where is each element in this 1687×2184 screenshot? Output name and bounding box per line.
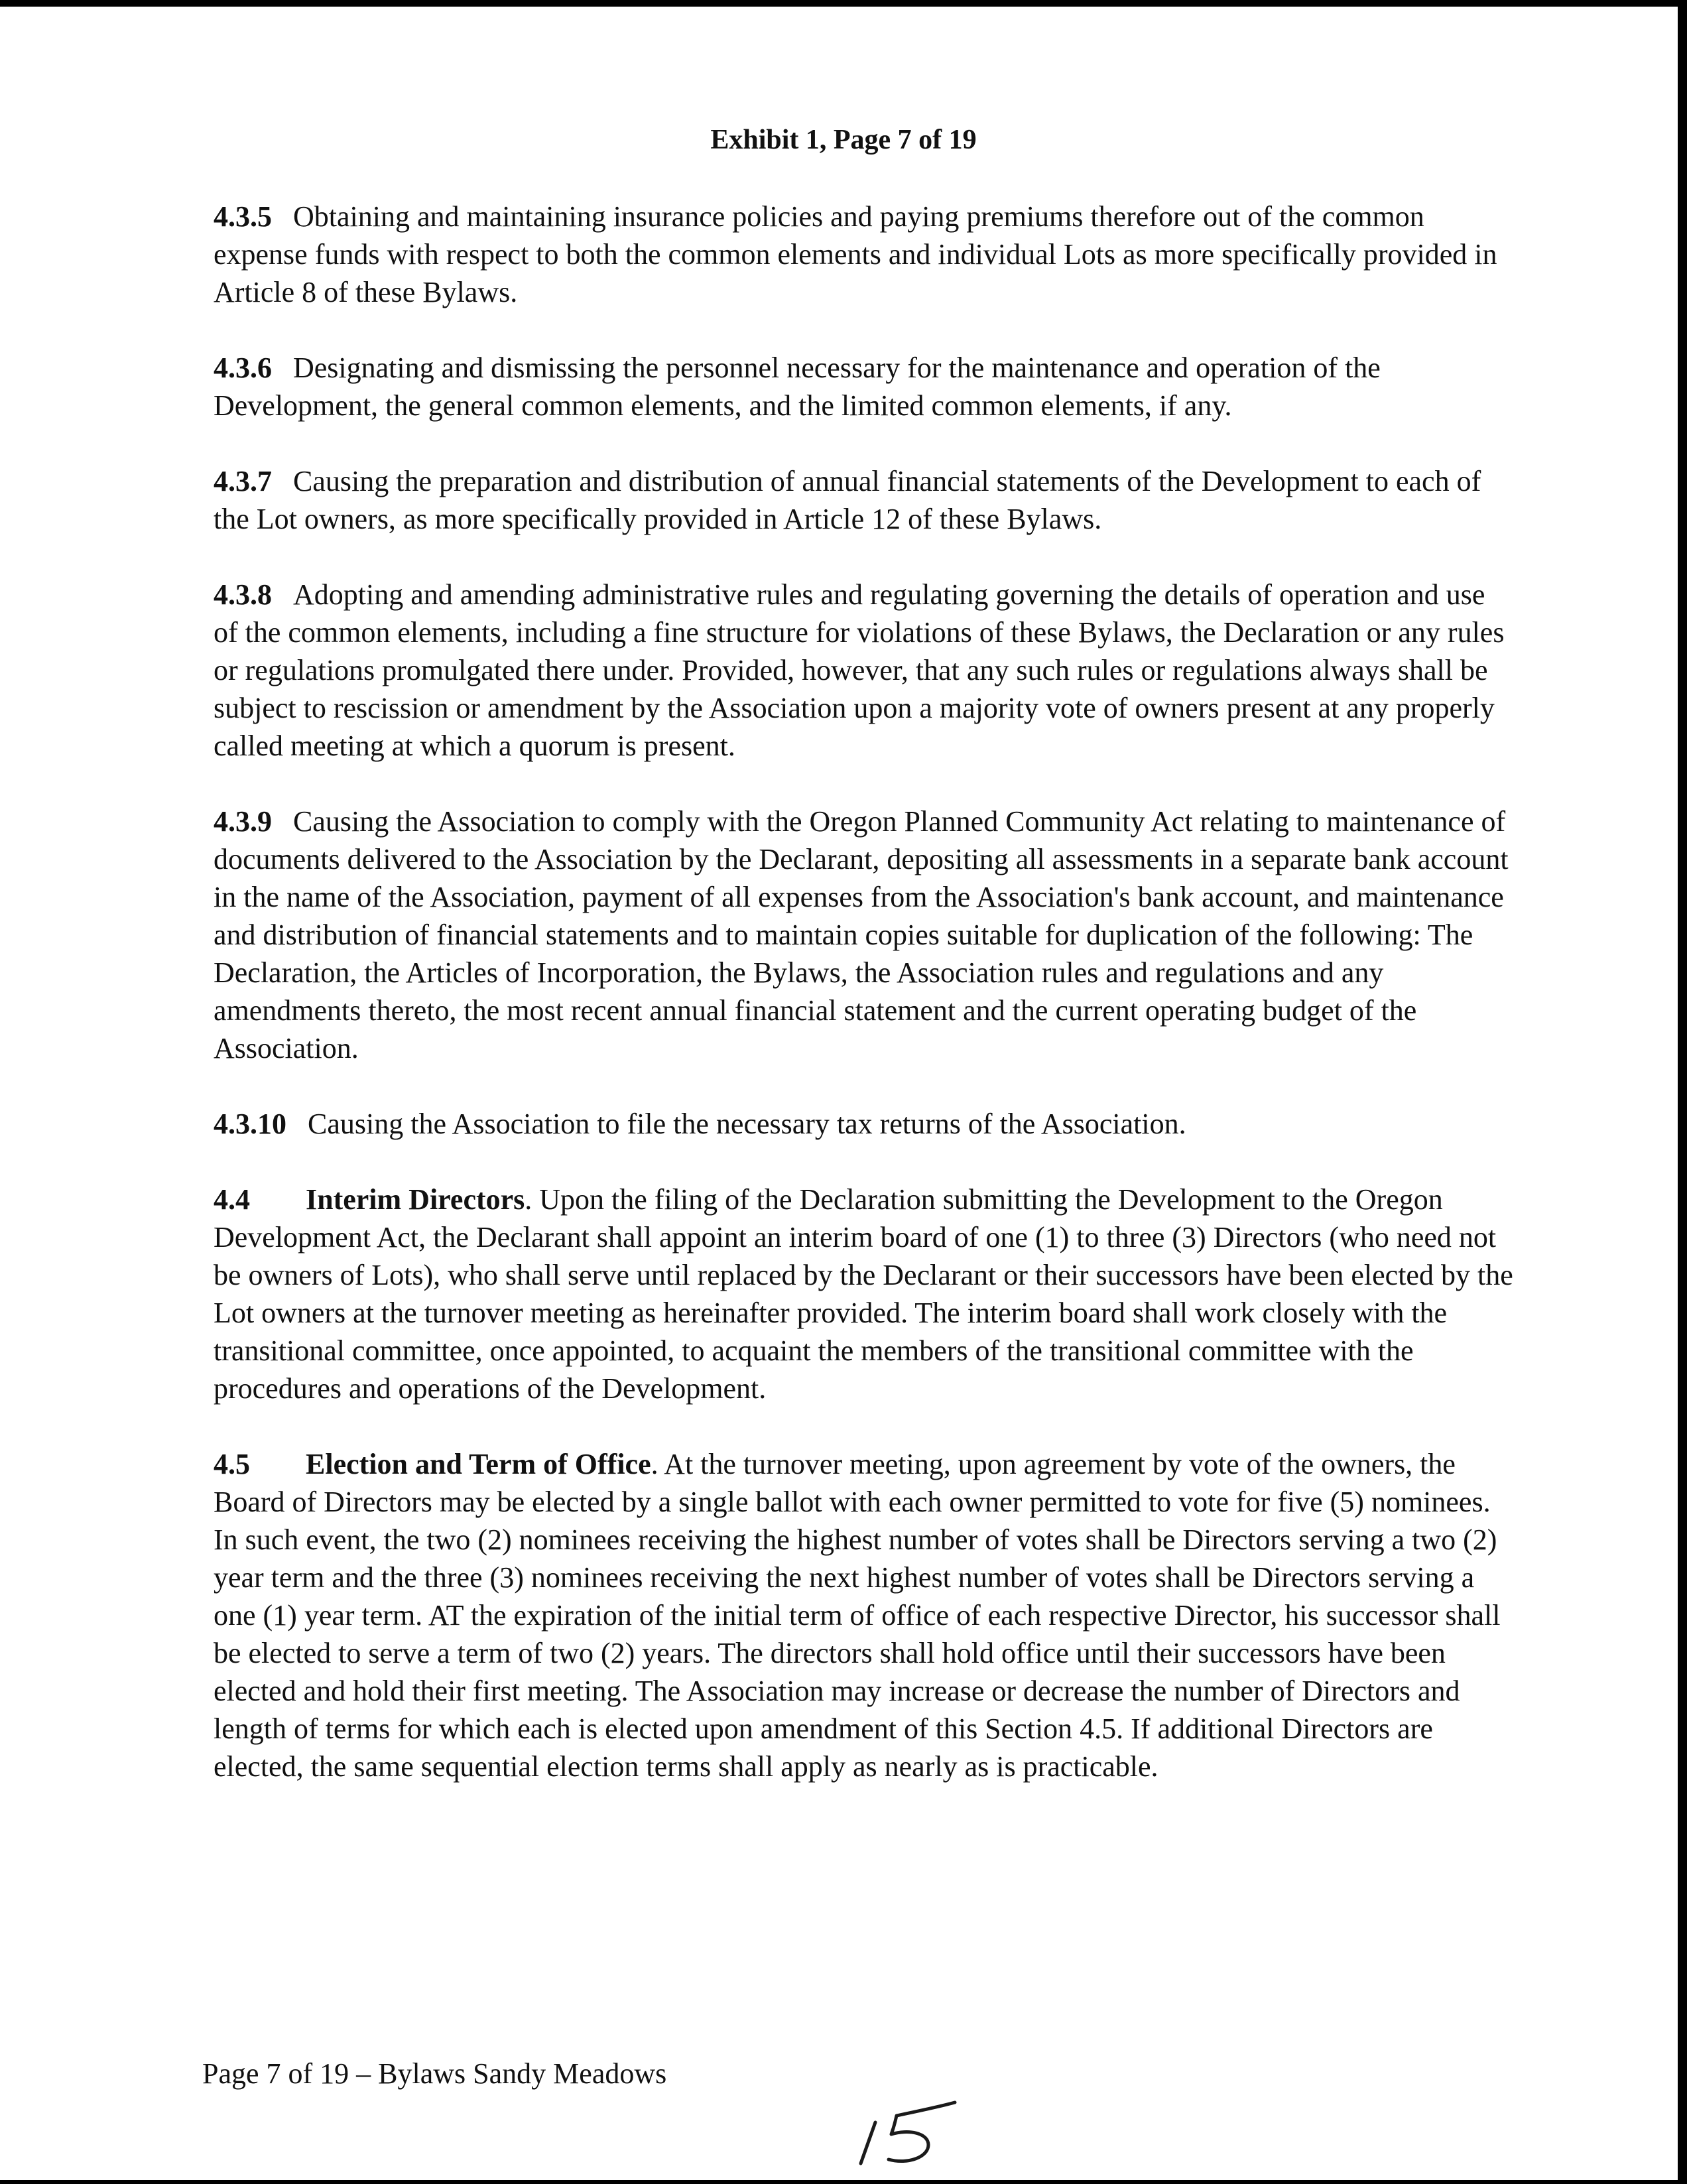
section-text: Causing the Association to file the necessary tax returns of the Association. [308,1108,1186,1140]
section-text: Designating and dismissing the personnel necessary for the maintenance and operation of the Development, the general common elements, and the limited common elements, if any. [214,352,1381,422]
section-4-3-9 [214,803,1513,1067]
section-text: Causing the Association to comply with the Oregon Planned Community Act relating to maintenance of documents delivered to the Association by the Declarant, depositing all assessments in a separate bank account in the name of the Association, payment of all expenses from the Association's bank account, and maintenance and distribution of financial statements and to maintain copies suitable for duplication of the following: The Declaration, the Articles of Incorporation, the Bylaws, the Association rules and regulations and any amendments thereto, the most recent annual financial statement and the current operating budget of the Association. [214,805,1509,1064]
scan-border-bottom [0,2180,1687,2184]
section-4-3-6 [214,349,1513,424]
section-number: 4.5 [214,1448,250,1480]
section-text: Obtaining and maintaining insurance policies and paying premiums therefore out of the common expense funds with respect to both the common elements and individual Lots as more specifically provided in Article 8 of these Bylaws. [214,200,1497,308]
section-4-3-8 [214,576,1513,765]
section-4-3-5 [214,198,1513,311]
section-text: . Upon the filing of the Declaration submitting the Development to the Oregon Development Act, the Declarant shall appoint an interim board of one (1) to three (3) Directors (who need not be owners of Lots), who shall serve until replaced by the Declarant or their successors have been elected by the Lot owners at the turnover meeting as hereinafter provided. The interim board shall work closely with the transitional committee, once appointed, to acquaint the members of the transitional committee with the procedures and operations of the Development. [214,1183,1513,1405]
section-number: 4.3.5 [214,200,272,233]
section-heading: Election and Term of Office [306,1448,651,1480]
scan-border-right [1678,0,1687,2184]
section-4-3-7 [214,462,1513,538]
section-text: Causing the preparation and distribution of annual financial statements of the Development to each of the Lot owners, as more specifically provided in Article 12 of these Bylaws. [214,465,1481,535]
section-number: 4.3.7 [214,465,272,497]
section-text: . At the turnover meeting, upon agreement by vote of the owners, the Board of Directors may be elected by a single ballot with each owner permitted to vote for five (5) nominees. In such event, the two (2) nominees receiving the highest number of votes shall be Directors serving a two (2) year term and the three (3) nominees receiving the next highest number of votes shall be Directors serving a one (1) year term. AT the expiration of the initial term of office of each respective Director, his successor shall be elected to serve a term of two (2) years. The directors shall hold office until their successors have been elected and hold their first meeting. The Association may increase or decrease the number of Directors and length of terms for which each is elected upon amendment of this Section 4.5. If additional Directors are elected, the same sequential election terms shall apply as nearly as is practicable. [214,1448,1501,1783]
section-4-4 [214,1181,1513,1407]
section-number: 4.4 [214,1183,250,1216]
handwritten-page-number-15 [855,2096,968,2169]
section-number: 4.3.10 [214,1108,286,1140]
section-number: 4.3.6 [214,352,272,384]
section-text: Adopting and amending administrative rules and regulating governing the details of operation and use of the common elements, including a fine structure for violations of these Bylaws, the Declaration or any rules or regulations promulgated there under. Provided, however, that any such rules or regulations always shall be subject to rescission or amendment by the Association upon a majority vote of owners present at any properly called meeting at which a quorum is present. [214,578,1505,762]
section-number: 4.3.8 [214,578,272,611]
section-heading: Interim Directors [306,1183,525,1216]
page-footer: Page 7 of 19 – Bylaws Sandy Meadows [202,2057,667,2090]
document-body [214,198,1513,1823]
section-4-3-10 [214,1105,1513,1143]
scan-border-top [0,0,1687,7]
page-header: Exhibit 1, Page 7 of 19 [710,125,977,155]
section-4-5 [214,1445,1513,1785]
section-number: 4.3.9 [214,805,272,838]
